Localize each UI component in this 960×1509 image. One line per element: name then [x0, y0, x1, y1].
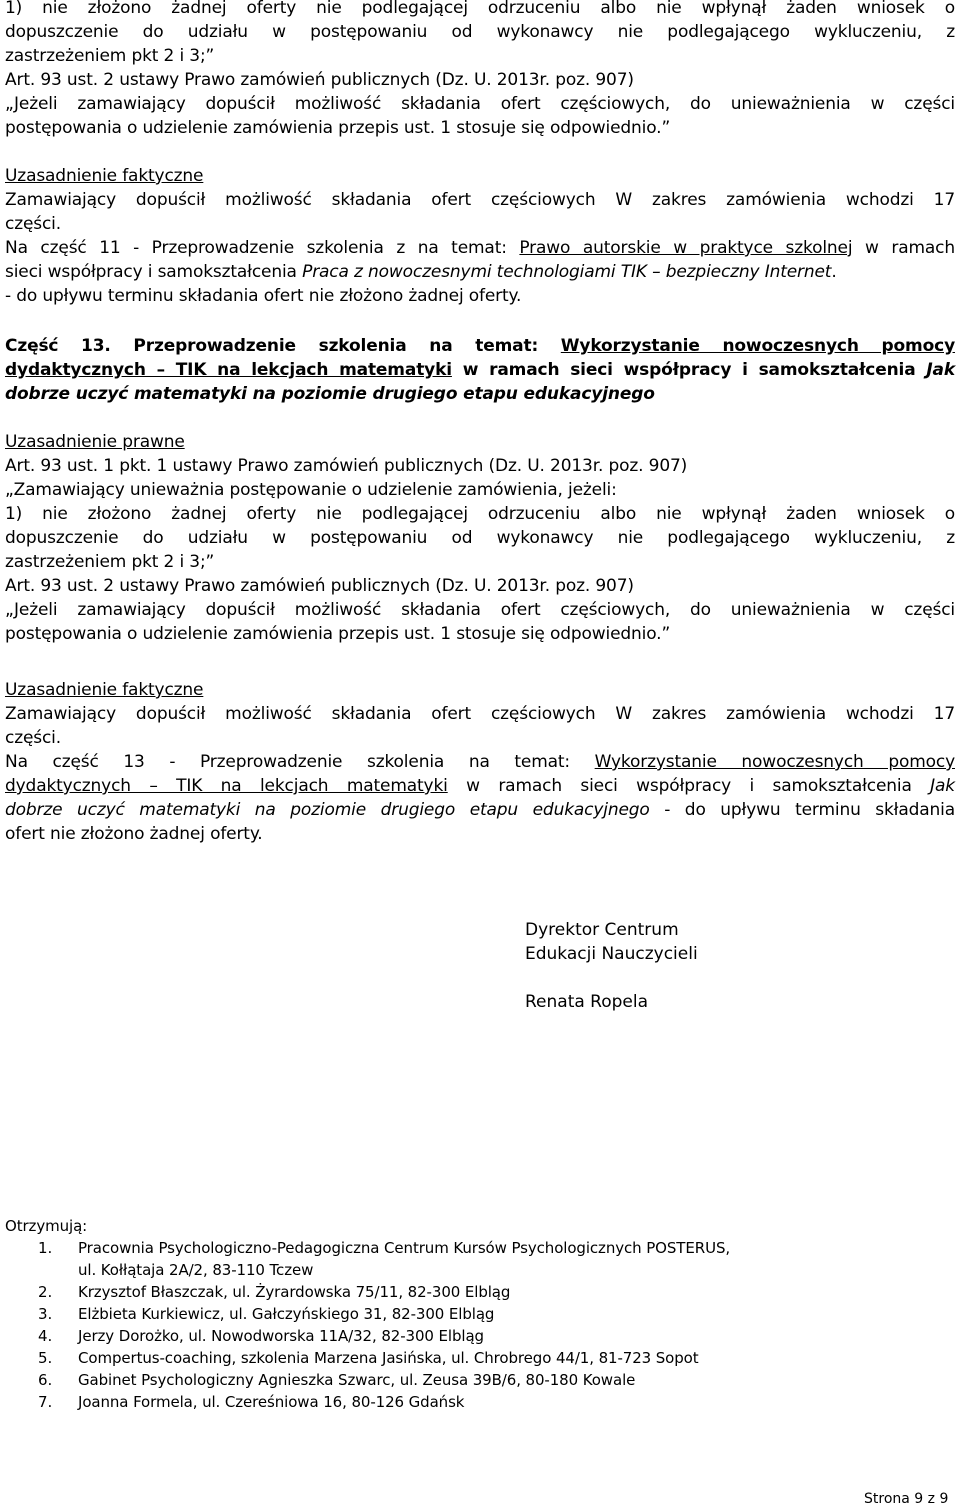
- fact11-network: sieci współpracy i samokształcenia: [5, 262, 303, 282]
- part13-network: w ramach sieci współpracy i samokształcenia: [451, 360, 927, 380]
- legal-quote2-line2: postępowania o udzielenie zamówienia przepis ust. 1 stosuje się odpowiednio.”: [5, 624, 671, 644]
- item1-line2: dopuszczenie do udziału w postępowaniu od wykonawcy nie podlegającego wykluczeniu, z: [5, 22, 955, 42]
- item1-line3: zastrzeżeniem pkt 2 i 3;”: [5, 46, 215, 66]
- fact13-title: dobrze uczyć matematyki na poziomie drugiego etapu edukacyjnego: [5, 800, 650, 820]
- quote-line2: postępowania o udzielenie zamówienia przepis ust. 1 stosuje się odpowiednio.”: [5, 118, 671, 138]
- recipient-number: 2.: [38, 1283, 53, 1301]
- legal-justification-heading: Uzasadnienie prawne: [5, 432, 185, 452]
- part13-line3: dobrze uczyć matematyki na poziomie drugiego etapu edukacyjnego: [5, 384, 655, 404]
- network-title: Praca z nowoczesnymi technologiami TIK – bezpieczny Internet: [302, 262, 832, 282]
- recipient-text: Elżbieta Kurkiewicz, ul. Gałczyńskiego 31, 82-300 Elbląg: [78, 1305, 495, 1323]
- fact11-line2: części.: [5, 214, 62, 234]
- item1-line1: 1) nie złożono żadnej oferty nie podlegającej odrzuceniu albo nie wpłynął żaden wniosek o: [5, 0, 955, 18]
- signature-name: Renata Ropela: [525, 992, 649, 1012]
- fact13-line2: części.: [5, 728, 62, 748]
- legal-article-2: Art. 93 ust. 2 ustawy Prawo zamówień publicznych (Dz. U. 2013r. poz. 907): [5, 576, 634, 596]
- legal-article-1: Art. 93 ust. 1 pkt. 1 ustawy Prawo zamówień publicznych (Dz. U. 2013r. poz. 907): [5, 456, 688, 476]
- fact13-line6: ofert nie złożono żadnej oferty.: [5, 824, 263, 844]
- legal-quote2-line1: „Jeżeli zamawiający dopuścił możliwość składania ofert częściowych, do unieważnienia w części: [5, 600, 955, 620]
- signature-title-line2: Edukacji Nauczycieli: [525, 944, 698, 964]
- fact11-line5: - do upływu terminu składania ofert nie złożono żadnej oferty.: [5, 286, 522, 306]
- part13-title-start: Jak: [926, 360, 955, 380]
- fact11-line4: [5, 260, 955, 284]
- recipient-address: ul. Kołłątaja 2A/2, 83-110 Tczew: [78, 1261, 314, 1279]
- part13-line2: [5, 358, 955, 382]
- recipient-number: 1.: [38, 1239, 53, 1257]
- fact13-line3: [5, 750, 955, 774]
- part13-label: Część 13.: [5, 336, 111, 356]
- fact13-line4: [5, 774, 955, 798]
- part13-line1: [5, 334, 955, 358]
- part13-topic-cont: dydaktycznych – TIK na lekcjach matematyki: [5, 360, 452, 380]
- recipient-text: Jerzy Dorożko, ul. Nowodworska 11A/32, 82-300 Elbląg: [78, 1327, 484, 1345]
- legal-quote-open: „Zamawiający unieważnia postępowanie o udzielenie zamówienia, jeżeli:: [5, 480, 617, 500]
- signature-title-line1: Dyrektor Centrum: [525, 920, 679, 940]
- recipient-text: Gabinet Psychologiczny Agnieszka Szwarc, ul. Zeusa 39B/6, 80-180 Kowale: [78, 1371, 636, 1389]
- page-number: Strona 9 z 9: [864, 1491, 949, 1507]
- fact11-line3: [5, 236, 955, 260]
- fact13-line1: Zamawiający dopuścił możliwość składania ofert częściowych W zakres zamówienia wchodzi 17: [5, 704, 955, 724]
- recipient-number: 7.: [38, 1393, 53, 1411]
- recipient-number: 4.: [38, 1327, 53, 1345]
- part13-intro: Przeprowadzenie szkolenia na temat:: [110, 336, 561, 356]
- fact11-line1: Zamawiający dopuścił możliwość składania ofert częściowych W zakres zamówienia wchodzi 17: [5, 190, 955, 210]
- recipient-text: Pracownia Psychologiczno-Pedagogiczna Centrum Kursów Psychologicznych POSTERUS,: [78, 1239, 731, 1257]
- fact13-network: w ramach sieci współpracy i samokształcenia: [447, 776, 931, 796]
- legal-item1-line3: zastrzeżeniem pkt 2 i 3;”: [5, 552, 215, 572]
- legal-item1-line1: 1) nie złożono żadnej oferty nie podlegającej odrzuceniu albo nie wpłynął żaden wniosek o: [5, 504, 955, 524]
- fact13-intro: Na część 13 - Przeprowadzenie szkolenia na temat:: [5, 752, 595, 772]
- fact13-title-start: Jak: [930, 776, 955, 796]
- factual-justification-heading: Uzasadnienie faktyczne: [5, 166, 204, 186]
- recipient-text: Compertus-coaching, szkolenia Marzena Jasińska, ul. Chrobrego 44/1, 81-723 Sopot: [78, 1349, 699, 1367]
- fact13-deadline: - do upływu terminu składania: [649, 800, 955, 820]
- fact11-text: Na część 11 - Przeprowadzenie szkolenia z na temat:: [5, 238, 520, 258]
- training-topic: Prawo autorskie w praktyce szkolnej: [519, 238, 853, 258]
- legal-item1-line2: dopuszczenie do udziału w postępowaniu od wykonawcy nie podlegającego wykluczeniu, z: [5, 528, 955, 548]
- part13-topic: Wykorzystanie nowoczesnych pomocy: [560, 336, 955, 356]
- fact13-topic-cont: dydaktycznych – TIK na lekcjach matematyki: [5, 776, 448, 796]
- quote-line1: „Jeżeli zamawiający dopuścił możliwość składania ofert częściowych, do unieważnienia w części: [5, 94, 955, 114]
- factual-justification-heading-2: Uzasadnienie faktyczne: [5, 680, 204, 700]
- recipient-number: 5.: [38, 1349, 53, 1367]
- recipient-text: Joanna Formela, ul. Czereśniowa 16, 80-126 Gdańsk: [78, 1393, 465, 1411]
- recipients-heading: Otrzymują:: [5, 1217, 88, 1235]
- recipient-text: Krzysztof Błaszczak, ul. Żyrardowska 75/11, 82-300 Elbląg: [78, 1283, 511, 1301]
- period: .: [831, 262, 837, 282]
- fact13-topic: Wykorzystanie nowoczesnych pomocy: [594, 752, 955, 772]
- fact13-line5: [5, 798, 955, 822]
- recipient-number: 3.: [38, 1305, 53, 1323]
- article-reference: Art. 93 ust. 2 ustawy Prawo zamówień publicznych (Dz. U. 2013r. poz. 907): [5, 70, 634, 90]
- recipient-number: 6.: [38, 1371, 53, 1389]
- fact11-text-end: w ramach: [852, 238, 955, 258]
